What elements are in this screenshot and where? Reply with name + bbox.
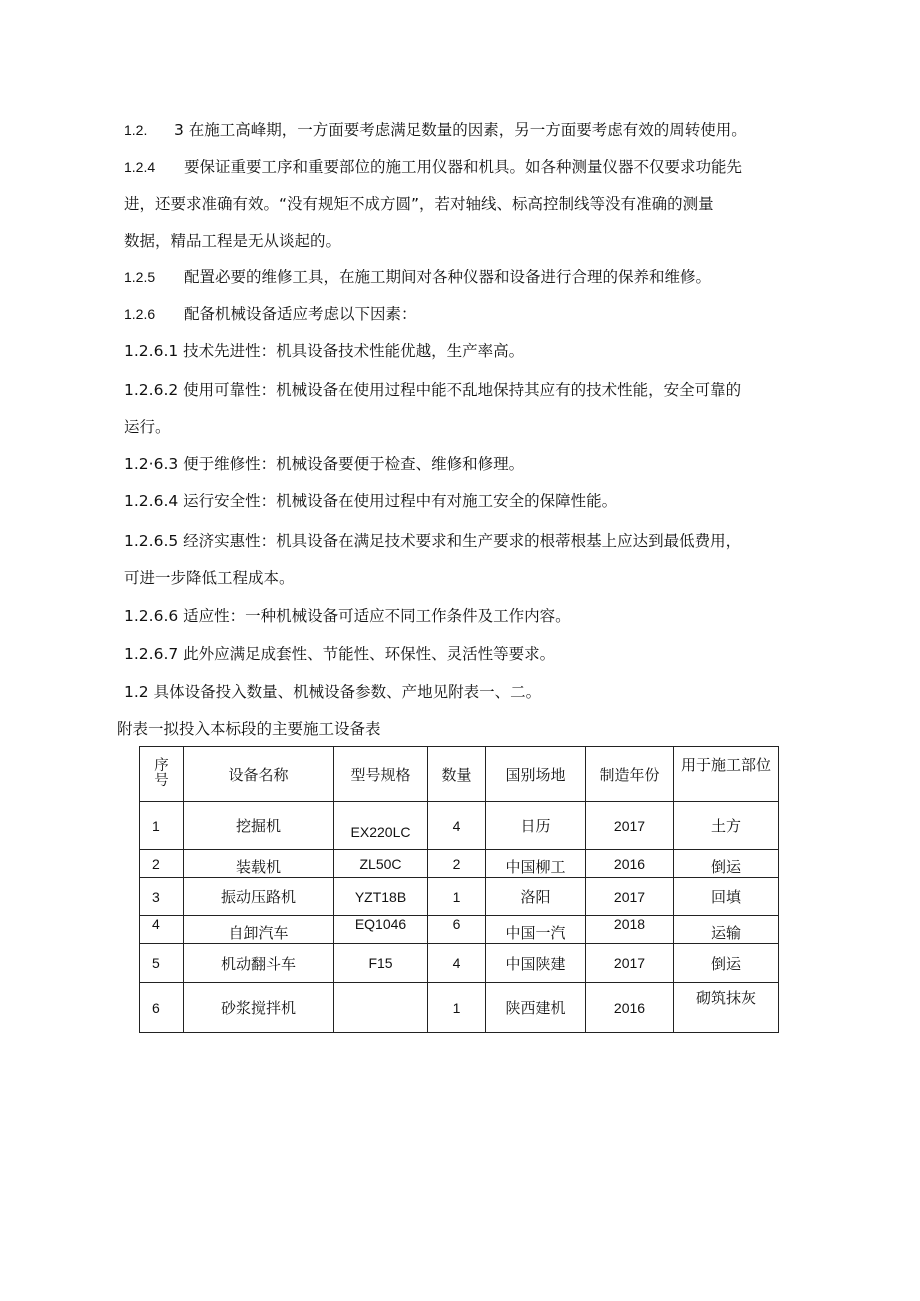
cell-model: YZT18B — [334, 878, 428, 916]
cell-model: EX220LC — [334, 802, 428, 850]
cell-usage: 倒运 — [674, 850, 779, 878]
cell-quantity: 4 — [428, 802, 486, 850]
cell-usage: 倒运 — [674, 944, 779, 983]
paragraph-text: 要保证重要工序和重要部位的施工用仪器和机具。如各种测量仪器不仅要求功能先 — [184, 158, 743, 176]
cell-index: 2 — [140, 850, 184, 878]
cell-name: 装载机 — [184, 850, 334, 878]
cell-quantity: 2 — [428, 850, 486, 878]
cell-origin: 陕西建机 — [486, 983, 586, 1033]
cell-year: 2017 — [586, 802, 674, 850]
cell-name: 振动压路机 — [184, 878, 334, 916]
cell-name: 自卸汽车 — [184, 916, 334, 944]
cell-index: 6 — [140, 983, 184, 1033]
cell-usage: 土方 — [674, 802, 779, 850]
cell-quantity: 1 — [428, 878, 486, 916]
paragraph-text: 配置必要的维修工具，在施工期间对各种仪器和设备进行合理的保养和维修。 — [184, 268, 712, 286]
paragraph-text: 3 在施工高峰期，一方面要考虑满足数量的因素，另一方面要考虑有效的周转使用。 — [174, 121, 747, 139]
cell-index: 1 — [140, 802, 184, 850]
cell-origin: 中国陕建 — [486, 944, 586, 983]
paragraph-1-2-6-2-continuation: 运行。 — [124, 418, 171, 436]
cell-year: 2016 — [586, 983, 674, 1033]
paragraph-text: 配备机械设备适应考虑以下因素： — [184, 305, 417, 323]
cell-index: 3 — [140, 878, 184, 916]
cell-year: 2018 — [586, 916, 674, 944]
cell-model — [334, 983, 428, 1033]
cell-year: 2017 — [586, 944, 674, 983]
cell-index: 5 — [140, 944, 184, 983]
cell-name: 机动翻斗车 — [184, 944, 334, 983]
paragraph-1-2-6 — [124, 304, 804, 324]
table-row — [140, 983, 779, 1033]
paragraph-1-2-6-7: 1.2.6.7 此外应满足成套性、节能性、环保性、灵活性等要求。 — [124, 645, 556, 663]
table-row — [140, 802, 779, 850]
paragraph-1-2-6-6: 1.2.6.6 适应性：一种机械设备可适应不同工作条件及工作内容。 — [124, 607, 571, 625]
header-index-line-2: 号 — [154, 773, 169, 789]
cell-usage: 回填 — [674, 878, 779, 916]
paragraph-1-2-6-5: 1.2.6.5 经济实惠性：机具设备在满足技术要求和生产要求的根蒂根基上应达到最低费用， — [124, 532, 742, 550]
table-row — [140, 916, 779, 944]
header-quantity: 数量 — [428, 747, 486, 802]
paragraph-1-2-5 — [124, 267, 804, 287]
header-index-line-1: 序 — [154, 758, 169, 774]
paragraph-1-2-4-continuation: 数据，精品工程是无从谈起的。 — [124, 232, 342, 250]
paragraph-1-2-6-1: 1.2.6.1 技术先进性：机具设备技术性能优越，生产率高。 — [124, 342, 525, 360]
header-origin: 国别场地 — [486, 747, 586, 802]
paragraph-1-2-6-2: 1.2.6.2 使用可靠性：机械设备在使用过程中能不乱地保持其应有的技术性能，安全可靠的 — [124, 381, 742, 399]
cell-quantity: 6 — [428, 916, 486, 944]
cell-model: F15 — [334, 944, 428, 983]
paragraph-number: 1.2.4 — [124, 159, 156, 175]
cell-origin: 日历 — [486, 802, 586, 850]
cell-usage: 砌筑抹灰 — [674, 983, 779, 1033]
equipment-table — [139, 746, 779, 1033]
cell-quantity: 4 — [428, 944, 486, 983]
table-header-row — [140, 747, 779, 802]
table-row — [140, 850, 779, 878]
paragraph-1-2-6-5-continuation: 可进一步降低工程成本。 — [124, 569, 295, 587]
cell-quantity: 1 — [428, 983, 486, 1033]
cell-year: 2017 — [586, 878, 674, 916]
table-row — [140, 944, 779, 983]
paragraph-1-2-4-continuation: 进，还要求准确有效。“没有规矩不成方圆”，若对轴线、标高控制线等没有准确的测量 — [124, 195, 714, 213]
cell-name: 砂浆搅拌机 — [184, 983, 334, 1033]
cell-year: 2016 — [586, 850, 674, 878]
header-model: 型号规格 — [334, 747, 428, 802]
cell-model: ZL50C — [334, 850, 428, 878]
cell-origin: 洛阳 — [486, 878, 586, 916]
cell-origin: 中国柳工 — [486, 850, 586, 878]
paragraph-number: 1.2.6 — [124, 306, 156, 322]
cell-origin: 中国一汽 — [486, 916, 586, 944]
cell-model: EQ1046 — [334, 916, 428, 944]
cell-name: 挖掘机 — [184, 802, 334, 850]
header-equipment-name: 设备名称 — [184, 747, 334, 802]
paragraph-1-2: 1.2 具体设备投入数量、机械设备参数、产地见附表一、二。 — [124, 683, 542, 701]
header-usage: 用于施工部位 — [674, 747, 779, 802]
paragraph-1-2-3 — [124, 120, 804, 140]
paragraph-number: 1.2. — [124, 122, 148, 138]
paragraph-1-2-4 — [124, 157, 804, 177]
header-index — [140, 747, 184, 802]
cell-usage: 运输 — [674, 916, 779, 944]
table-row — [140, 878, 779, 916]
header-year: 制造年份 — [586, 747, 674, 802]
cell-index: 4 — [140, 916, 184, 944]
table-caption: 附表一拟投入本标段的主要施工设备表 — [117, 720, 381, 738]
paragraph-number: 1.2.5 — [124, 269, 156, 285]
paragraph-1-2-6-4: 1.2.6.4 运行安全性：机械设备在使用过程中有对施工安全的保障性能。 — [124, 492, 618, 510]
paragraph-1-2-6-3: 1.2·6.3 便于维修性：机械设备要便于检查、维修和修理。 — [124, 455, 525, 473]
